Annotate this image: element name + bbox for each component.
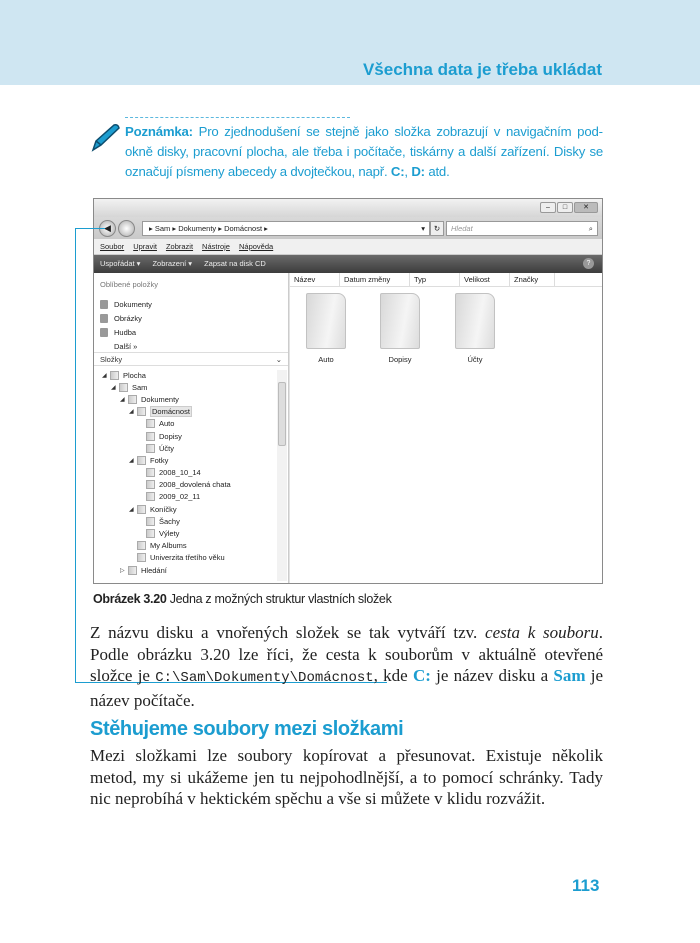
folder-item[interactable]: Auto [296, 293, 356, 364]
chevron-down-icon: ⌄ [275, 355, 282, 364]
title-bar [94, 199, 602, 217]
page-number: 113 [572, 876, 600, 895]
more-link[interactable]: Další » [114, 341, 138, 351]
folder-icon [128, 566, 137, 575]
tree-item[interactable]: ◢ Domácnost [129, 407, 190, 417]
menu-soubor[interactable]: Soubor [100, 242, 125, 251]
expand-icon[interactable]: ◢ [102, 372, 107, 379]
note-divider [125, 117, 350, 118]
folder-icon [128, 395, 137, 404]
tree-item[interactable]: Auto [94, 418, 276, 430]
folder-icon [146, 468, 155, 477]
column-header[interactable]: Datum změny [340, 273, 410, 286]
tree-item[interactable]: Univerzita třetího věku [94, 552, 276, 564]
menu-bar [94, 239, 602, 255]
folder-icon [137, 553, 146, 562]
pencil-icon [88, 122, 122, 152]
tree-item[interactable]: ◢ Koníčky [129, 504, 177, 514]
folder-icon [137, 407, 146, 416]
paragraph: Z názvu disku a vnořených složek se tak vytváří tzv. cesta k souboru. Podle obrázku 3.20 lze říci, že cesta k souborům v aktuálně otevřené složce je C:\Sam\Dokumenty\Domácnost, kde C: je název disku a Sam je název počítače. [90, 623, 603, 710]
scrollbar[interactable] [277, 370, 287, 581]
tree-item[interactable]: ▷ Hledání [120, 565, 167, 575]
tree-item[interactable]: ◢ Dokumenty [120, 394, 179, 404]
column-header[interactable]: Velikost [460, 273, 510, 286]
folders-header[interactable]: Složky ⌄ [94, 352, 288, 366]
menu-zobrazit[interactable]: Zobrazit [165, 242, 194, 251]
back-button[interactable]: ◀ [99, 220, 116, 237]
expand-icon[interactable]: ◢ [129, 457, 134, 464]
folder-icon [137, 505, 146, 514]
expand-icon[interactable]: ◢ [129, 409, 134, 416]
tree-item[interactable]: Dopisy [94, 430, 276, 442]
folder-tree [94, 369, 276, 583]
expand-icon[interactable]: ▷ [120, 567, 125, 574]
close-button[interactable]: ✕ [574, 202, 598, 213]
maximize-button[interactable]: □ [557, 202, 573, 213]
folder-icon [146, 480, 155, 489]
folder-icon [110, 371, 119, 380]
minimize-button[interactable]: – [540, 202, 556, 213]
refresh-button[interactable]: ↻ [430, 221, 444, 236]
column-header[interactable]: Název [290, 273, 340, 286]
forward-button[interactable] [118, 220, 135, 237]
favorite-item[interactable]: Dokumenty [100, 297, 288, 311]
tree-item[interactable]: ◢ Sam [111, 382, 148, 392]
burn-button[interactable]: Zapsat na disk CD [204, 259, 266, 268]
callout-line [75, 228, 105, 683]
folder-icon [119, 383, 128, 392]
tree-item[interactable]: Výlety [94, 527, 276, 539]
section-heading: Stěhujeme soubory mezi složkami [90, 718, 404, 740]
tree-item[interactable]: Šachy [94, 515, 276, 527]
help-icon[interactable]: ? [583, 258, 594, 269]
figure-caption: Obrázek 3.20 Jedna z možných struktur vlastních složek [93, 592, 392, 606]
favorite-item[interactable]: Hudba [100, 325, 288, 339]
paragraph: Mezi složkami lze soubory kopírovat a přesunovat. Existuje několik metod, my si ukážeme jen tu nejpohodlnější, a to pomocí schránky. Tady nic neprobíhá v hektickém spěchu a vše si můžete v klidu rozvážit. [90, 746, 603, 808]
folder-item[interactable]: Dopisy [370, 293, 430, 364]
folder-icon [146, 419, 155, 428]
folder-icon [306, 293, 346, 349]
address-bar[interactable]: ▸ Sam ▸ Dokumenty ▸ Domácnost ▸ ▾ [142, 221, 430, 236]
column-header[interactable]: Typ [410, 273, 460, 286]
expand-icon[interactable]: ◢ [129, 506, 134, 513]
search-input[interactable]: Hledat ⌕ [446, 221, 598, 236]
file-list [290, 273, 602, 583]
folder-icon [146, 444, 155, 453]
explorer-window [93, 198, 603, 584]
tree-item[interactable]: My Albums [94, 540, 276, 552]
tree-item[interactable]: Účty [94, 442, 276, 454]
search-icon: ⌕ [588, 224, 593, 233]
folder-icon [146, 492, 155, 501]
folder-icon [137, 541, 146, 550]
command-bar [94, 255, 602, 273]
folder-icon [380, 293, 420, 349]
favorites-title: Oblíbené položky [100, 280, 158, 289]
tree-item[interactable]: 2008_10_14 [94, 467, 276, 479]
tree-item[interactable]: 2008_dovolená chata [94, 479, 276, 491]
menu-upravit[interactable]: Upravit [133, 242, 157, 251]
chapter-title: Všechna data je třeba ukládat [362, 60, 602, 79]
organize-button[interactable]: Uspořádat ▾ [100, 259, 141, 268]
favorite-item[interactable]: Obrázky [100, 311, 288, 325]
tree-item[interactable]: 2009_02_11 [94, 491, 276, 503]
tree-item[interactable]: ◢ Fotky [129, 455, 169, 465]
navigation-pane [94, 273, 289, 583]
folder-icon [137, 456, 146, 465]
expand-icon[interactable]: ◢ [111, 384, 116, 391]
folder-icon [146, 529, 155, 538]
folder-icon [146, 517, 155, 526]
folder-icon [455, 293, 495, 349]
column-header[interactable]: Značky [510, 273, 555, 286]
menu-napoveda[interactable]: Nápověda [238, 242, 274, 251]
file-path: C:\Sam\Dokumenty\Domácnost [155, 670, 374, 686]
tree-item[interactable]: ◢ Plocha [102, 370, 146, 380]
folder-item[interactable]: Účty [445, 293, 505, 364]
menu-nastroje[interactable]: Nástroje [202, 242, 230, 251]
expand-icon[interactable]: ◢ [120, 396, 125, 403]
folder-icon [146, 432, 155, 441]
note-box: Poznámka: Pro zjednodušení se stejně jako složka zobrazují v navigačním podokně disky, pracovní plocha, ale třeba i počítače, tiskárny a další zařízení. Disky se označují písmeny abecedy a dvojtečkou, např. C:, D: atd. [125, 124, 603, 179]
views-button[interactable]: Zobrazení ▾ [152, 259, 193, 268]
